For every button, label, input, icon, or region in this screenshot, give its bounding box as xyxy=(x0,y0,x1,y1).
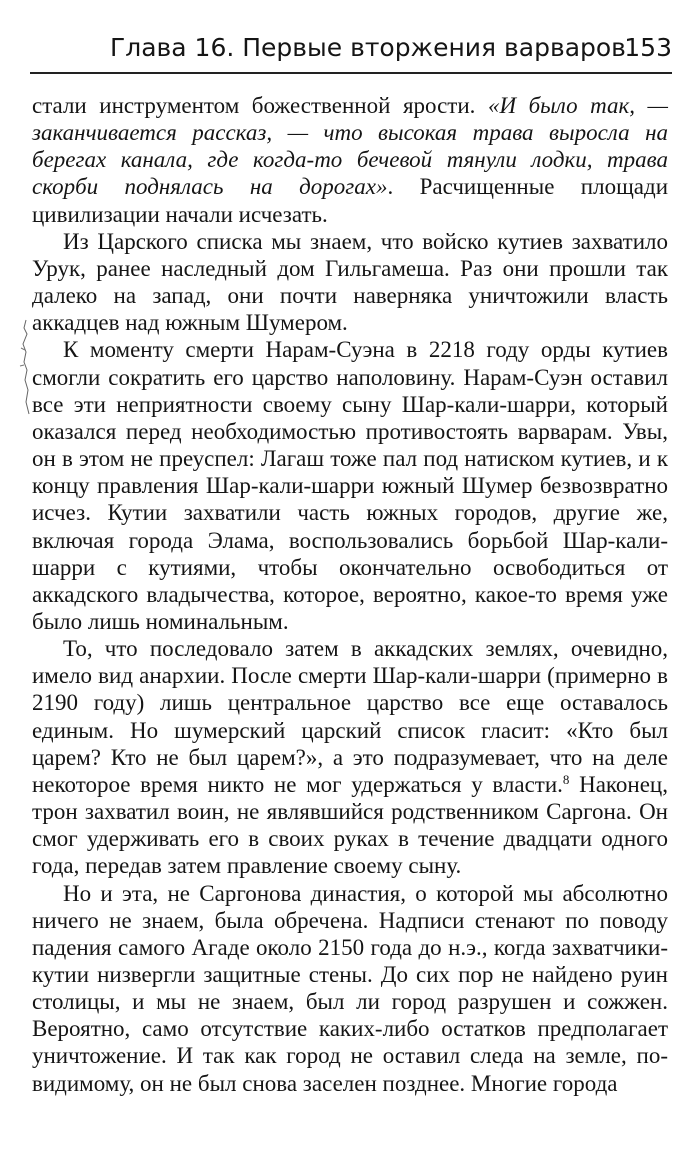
running-header xyxy=(30,28,672,68)
paragraph xyxy=(32,92,668,228)
text-run: То, что последовало затем в аккадских землях, очевидно, имело вид анархии. После смерти Шар-кали-шарри (примерно в 2190 году) лишь центральное царство все еще оставалось единым. Но шумерский царский список гласит: «Кто был царем? Кто не был царем?», а это подразумевает, что на деле некоторое время никто не мог удержаться у власти. xyxy=(32,636,668,797)
paragraph xyxy=(32,228,668,337)
header-rule xyxy=(30,72,672,74)
paragraph xyxy=(32,635,668,879)
chapter-title: Глава 16. Первые вторжения варваров xyxy=(110,33,626,62)
paragraph xyxy=(32,880,668,1097)
italic-quote: «И было так, — заканчивается рассказ, — что высокая трава выросла на берегах канала, где когда-то бечевой тянули лодки, трава скорби поднялась на дорогах» xyxy=(32,93,668,200)
text-run: Но и эта, не Саргонова династия, о которой мы абсолютно ничего не знаем, была обречена. Надписи стенают по поводу падения самого Агаде около 2150 года до н.э., когда захватчики-кутии низвергли защитные стены. До сих пор не найдено руин столицы, и мы не знаем, был ли город разрушен и сожжен. Вероятно, само отсутствие каких-либо остатков предполагает уничтожение. И так как город не оставил следа на земле, по-видимому, он не был снова заселен позднее. Многие города xyxy=(32,880,668,1096)
text-run: Наконец, трон захватил воин, не являвшийся родственником Саргона. Он смог удерживать его в своих руках в течение двадцати одного года, передав затем правление своему сыну. xyxy=(32,771,668,879)
paragraph xyxy=(32,336,668,635)
text-run: Из Царского списка мы знаем, что войско кутиев захватило Урук, ранее наследный дом Гильгамеша. Раз они прошли так далеко на запад, они почти наверняка уничтожили власть аккадцев над южным Шумером. xyxy=(32,228,668,336)
footnote-ref: 8 xyxy=(562,771,570,787)
body-text xyxy=(32,92,668,1097)
page-number: 153 xyxy=(624,33,672,62)
text-run: . Расчищенные площади цивилизации начали исчезать. xyxy=(32,174,668,227)
text-run: стали инструментом божественной ярости. xyxy=(32,93,488,118)
margin-pencil-mark xyxy=(18,318,32,418)
text-run: К моменту смерти Нарам-Суэна в 2218 году орды кутиев смогли сократить его царство наполовину. Нарам-Суэн оставил все эти неприятности своему сыну Шар-кали-шарри, который оказался перед необходимостью противостоять варварам. Увы, он в этом не преуспел: Лагаш тоже пал под натиском кутиев, и к концу правления Шар-кали-шарри южный Шумер безвозвратно исчез. Кутии захватили часть южных городов, другие же, включая города Элама, воспользовались борьбой Шар-кали-шарри с кутиями, чтобы окончательно освободиться от аккадского владычества, которое, вероятно, какое-то время уже было лишь номинальным. xyxy=(32,337,668,634)
